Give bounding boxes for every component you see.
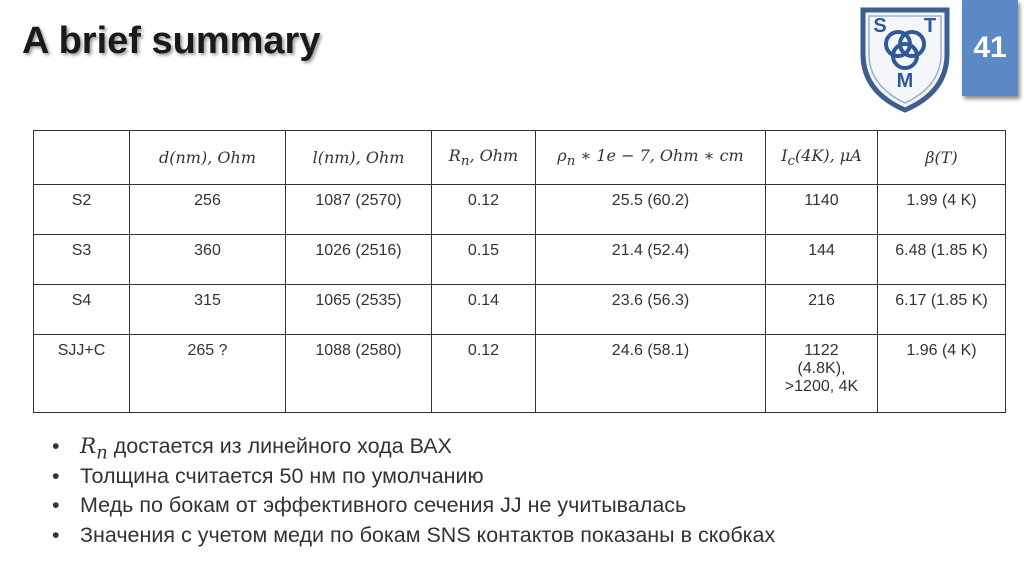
list-item: [52, 521, 775, 551]
table-cell: SJJ+C: [34, 335, 130, 413]
table-cell: 1140: [766, 185, 878, 235]
header-cell-rn: $R_n$, Ohm: [432, 131, 536, 185]
table-row: [34, 335, 1006, 413]
header-cell-ic: $I_c(4K)$, μA: [766, 131, 878, 185]
table-cell: 6.17 (1.85 K): [878, 285, 1006, 335]
header-cell-beta: β(T): [878, 131, 1006, 185]
table-cell: 1088 (2580): [286, 335, 432, 413]
table-cell: [766, 335, 878, 413]
list-item-text: Значения с учетом меди по бокам SNS контактов показаны в скобках: [80, 522, 776, 547]
summary-table: [33, 130, 1006, 413]
ic-value-extra: (4.8K),: [797, 360, 846, 377]
bullet-marker: •: [52, 522, 60, 547]
table-cell: 0.12: [432, 185, 536, 235]
ic-value-extra: >1200, 4K: [784, 378, 859, 395]
bullet-marker: •: [52, 493, 60, 517]
table-cell: 360: [130, 235, 286, 285]
table-row: [34, 185, 1006, 235]
table-cell: 1026 (2516): [286, 235, 432, 285]
table-cell: 0.12: [432, 335, 536, 413]
table-cell: 21.4 (52.4): [536, 235, 766, 285]
header-cell-d: d(nm), Ohm: [130, 131, 286, 185]
ic-value: 1122: [804, 342, 839, 359]
table-cell: 1.99 (4 K): [878, 185, 1006, 235]
rn-symbol: R: [80, 434, 97, 459]
table-cell: S3: [34, 235, 130, 285]
rn-subscript: n: [96, 442, 108, 464]
logo-letter-s: S: [873, 15, 887, 37]
list-item: [52, 491, 775, 521]
header-cell-empty: [34, 131, 130, 185]
table-cell: 1065 (2535): [286, 285, 432, 335]
header-cell-l: l(nm), Ohm: [286, 131, 432, 185]
table-cell: 0.14: [432, 285, 536, 335]
page-number-badge: 41: [962, 0, 1018, 96]
table-cell: 0.15: [432, 235, 536, 285]
table-row: [34, 235, 1006, 285]
table-row: [34, 285, 1006, 335]
table-cell: 25.5 (60.2): [536, 185, 766, 235]
table-cell: S4: [34, 285, 130, 335]
logo-letter-m: M: [896, 70, 914, 92]
table-cell: 256: [130, 185, 286, 235]
list-item-text: достается из линейного хода ВАХ: [107, 434, 452, 458]
table-cell: 1.96 (4 K): [878, 335, 1006, 413]
notes-list: [52, 432, 775, 550]
bullet-marker: •: [52, 434, 60, 458]
logo-letter-t: T: [923, 15, 937, 37]
bullet-marker: •: [52, 463, 60, 488]
list-item-text: Толщина считается 50 нм по умолчанию: [80, 463, 484, 488]
table-cell: 24.6 (58.1): [536, 335, 766, 413]
header-cell-rho: $\rho_n$ ∗ 1e − 7, Ohm ∗ cm: [536, 131, 766, 185]
table-cell: 144: [766, 235, 878, 285]
list-item: [52, 462, 775, 492]
table-cell: S2: [34, 185, 130, 235]
table-cell: 1087 (2570): [286, 185, 432, 235]
table-header-row: [34, 131, 1006, 185]
list-item: [52, 432, 775, 462]
table-cell: 265 ?: [130, 335, 286, 413]
table-cell: 6.48 (1.85 K): [878, 235, 1006, 285]
table-cell: 216: [766, 285, 878, 335]
table-cell: 23.6 (56.3): [536, 285, 766, 335]
list-item-text: Медь по бокам от эффективного сечения JJ не учитывалась: [80, 493, 687, 517]
slide-title: A brief summary: [22, 20, 321, 62]
table-cell: 315: [130, 285, 286, 335]
stm-shield-logo: [858, 4, 952, 114]
